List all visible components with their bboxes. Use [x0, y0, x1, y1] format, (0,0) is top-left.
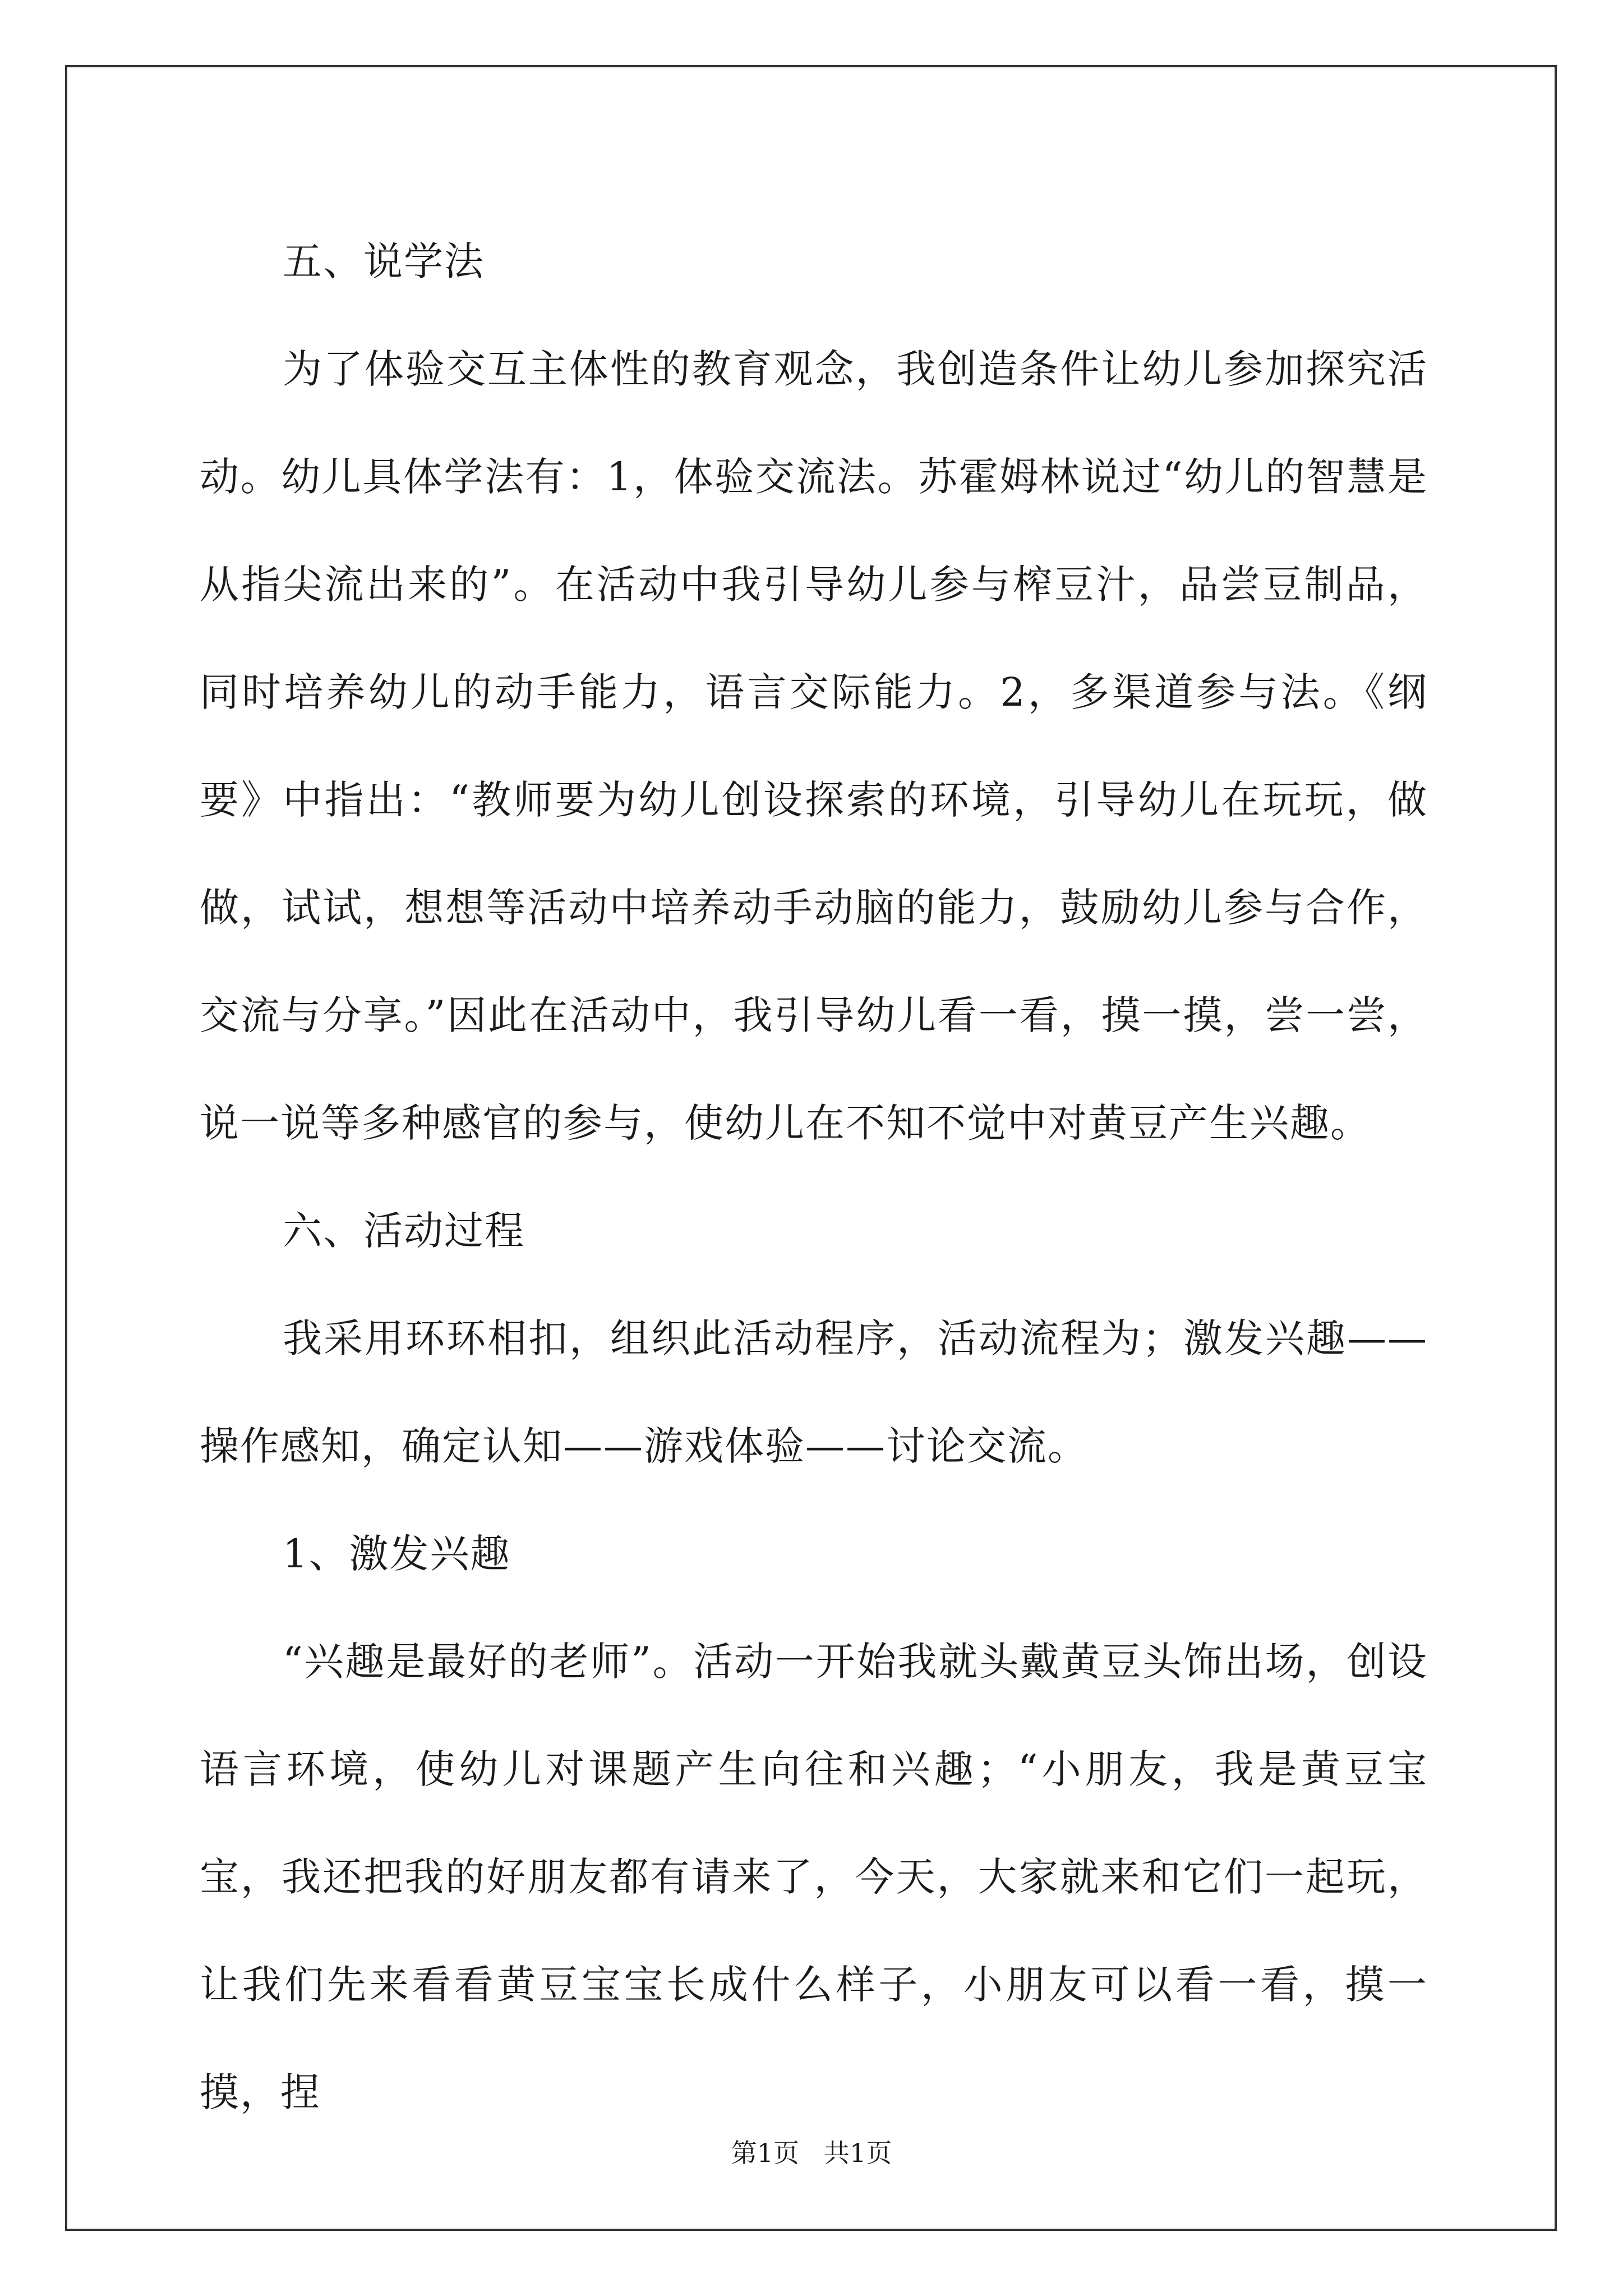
section-heading-activity-process: 六、活动过程: [283, 1208, 525, 1254]
document-body: [200, 208, 1428, 2146]
subheading-stimulate-interest: 1、激发兴趣: [283, 1531, 511, 1577]
page-total: 共1页: [823, 2138, 892, 2168]
section-heading-study-methods: 五、说学法: [283, 238, 485, 284]
paragraph-activity-flow: 我采用环环相扣，组织此活动程序，活动流程为；激发兴趣——操作感知，确定认知——游戏体验——讨论交流。: [200, 1315, 1428, 1469]
page-number: 第1页: [731, 2138, 800, 2168]
paragraph-stimulate-interest: “兴趣是最好的老师”。活动一开始我就头戴黄豆头饰出场，创设语言环境，使幼儿对课题产生向往和兴趣；“小朋友，我是黄豆宝宝，我还把我的好朋友都有请来了，今天，大家就来和它们一起玩，让我们先来看看黄豆宝宝长成什么样子，小朋友可以看一看，摸一摸，捏: [200, 1639, 1428, 2115]
paragraph-study-methods: 为了体验交互主体性的教育观念，我创造条件让幼儿参加探究活动。幼儿具体学法有：1，体验交流法。苏霍姆林说过“幼儿的智慧是从指尖流出来的”。在活动中我引导幼儿参与榨豆汁，品尝豆制品，同时培养幼儿的动手能力，语言交际能力。2，多渠道参与法。《纲要》中指出：“教师要为幼儿创设探索的环境，引导幼儿在玩玩，做做，试试，想想等活动中培养动手动脑的能力，鼓励幼儿参与合作，交流与分享。”因此在活动中，我引导幼儿看一看，摸一摸，尝一尝，说一说等多种感官的参与，使幼儿在不知不觉中对黄豆产生兴趣。: [200, 346, 1428, 1146]
page-footer: [0, 2136, 1623, 2170]
